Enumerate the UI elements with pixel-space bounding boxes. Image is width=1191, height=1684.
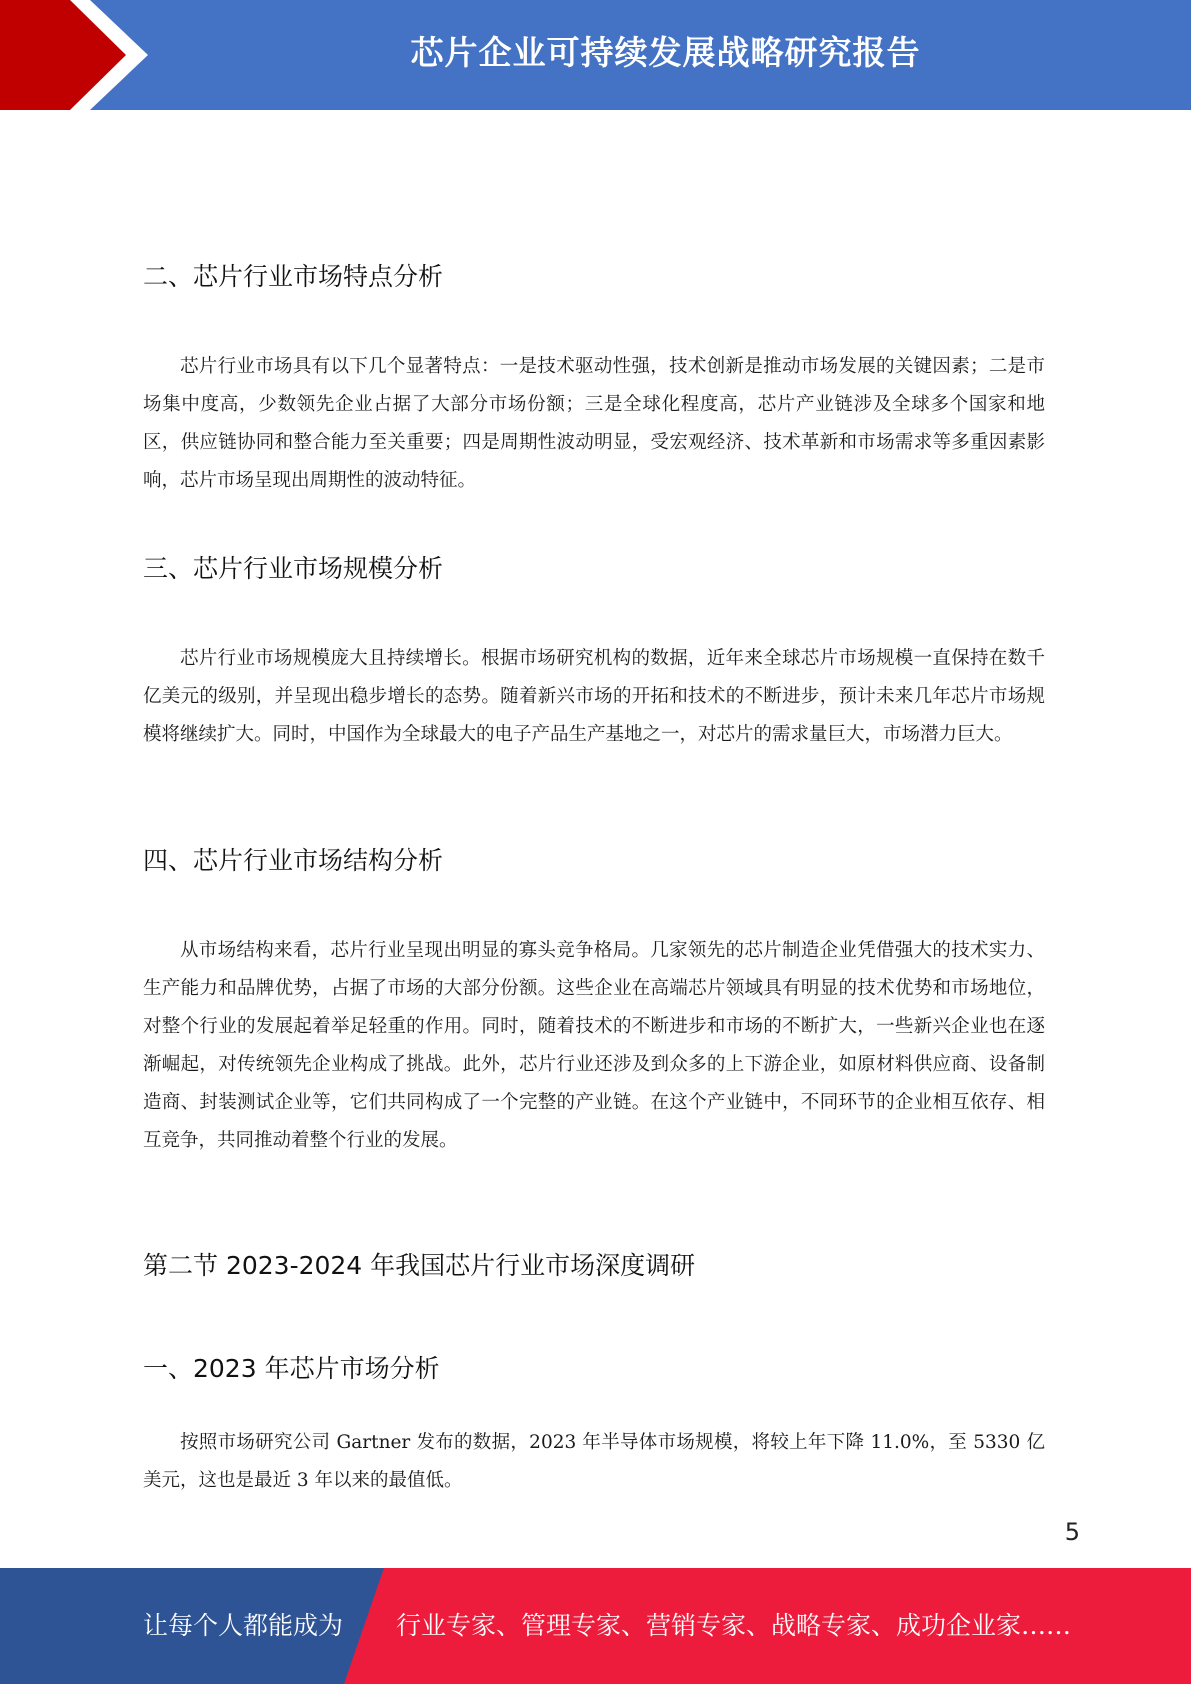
section-heading-market-features: 二、芯片行业市场特点分析: [143, 262, 444, 291]
footer-slogan-right: 行业专家、管理专家、营销专家、战略专家、成功企业家……: [396, 1611, 1072, 1640]
subsection-paragraph-2023-market: 按照市场研究公司 Gartner 发布的数据，2023 年半导体市场规模，将较上年下降 11.0%，至 5330 亿美元，这也是最近 3 年以来的最值低。: [143, 1432, 1045, 1491]
section-heading-market-size: 三、芯片行业市场规模分析: [143, 554, 444, 583]
section-paragraph-market-structure: 从市场结构来看，芯片行业呈现出明显的寡头竞争格局。几家领先的芯片制造企业凭借强大的技术实力、生产能力和品牌优势，占据了市场的大部分份额。这些企业在高端芯片领域具有明显的技术优势和市场地位，对整个行业的发展起着举足轻重的作用。同时，随着技术的不断进步和市场的不断扩大，一些新兴企业也在逐渐崛起，对传统领先企业构成了挑战。此外，芯片行业还涉及到众多的上下游企业，如原材料供应商、设备制造商、封装测试企业等，它们共同构成了一个完整的产业链。在这个产业链中，不同环节的企业相互依存、相互竞争，共同推动着整个行业的发展。: [143, 940, 1045, 1151]
section-paragraph-market-size: 芯片行业市场规模庞大且持续增长。根据市场研究机构的数据，近年来全球芯片市场规模一直保持在数千亿美元的级别，并呈现出稳步增长的态势。随着新兴市场的开拓和技术的不断进步，预计未来几年芯片市场规模将继续扩大。同时，中国作为全球最大的电子产品生产基地之一，对芯片的需求量巨大，市场潜力巨大。: [143, 648, 1045, 745]
report-title: 芯片企业可持续发展战略研究报告: [410, 33, 921, 72]
header-arrow-decoration: [0, 0, 160, 110]
page-number: 5: [1064, 1518, 1080, 1546]
section-heading-market-structure: 四、芯片行业市场结构分析: [143, 846, 444, 875]
header-banner: [0, 0, 1191, 110]
section-paragraph-market-features: 芯片行业市场具有以下几个显著特点：一是技术驱动性强，技术创新是推动市场发展的关键因素；二是市场集中度高，少数领先企业占据了大部分市场份额；三是全球化程度高，芯片产业链涉及全球多个国家和地区，供应链协同和整合能力至关重要；四是周期性波动明显，受宏观经济、技术革新和市场需求等多重因素影响，芯片市场呈现出周期性的波动特征。: [143, 356, 1045, 491]
footer-slogan-left: 让每个人都能成为: [143, 1611, 344, 1640]
subsection-heading-2023-market: 一、2023 年芯片市场分析: [143, 1354, 440, 1383]
chapter-heading: 第二节 2023-2024 年我国芯片行业市场深度调研: [143, 1251, 696, 1280]
footer-banner: [0, 1568, 1191, 1684]
